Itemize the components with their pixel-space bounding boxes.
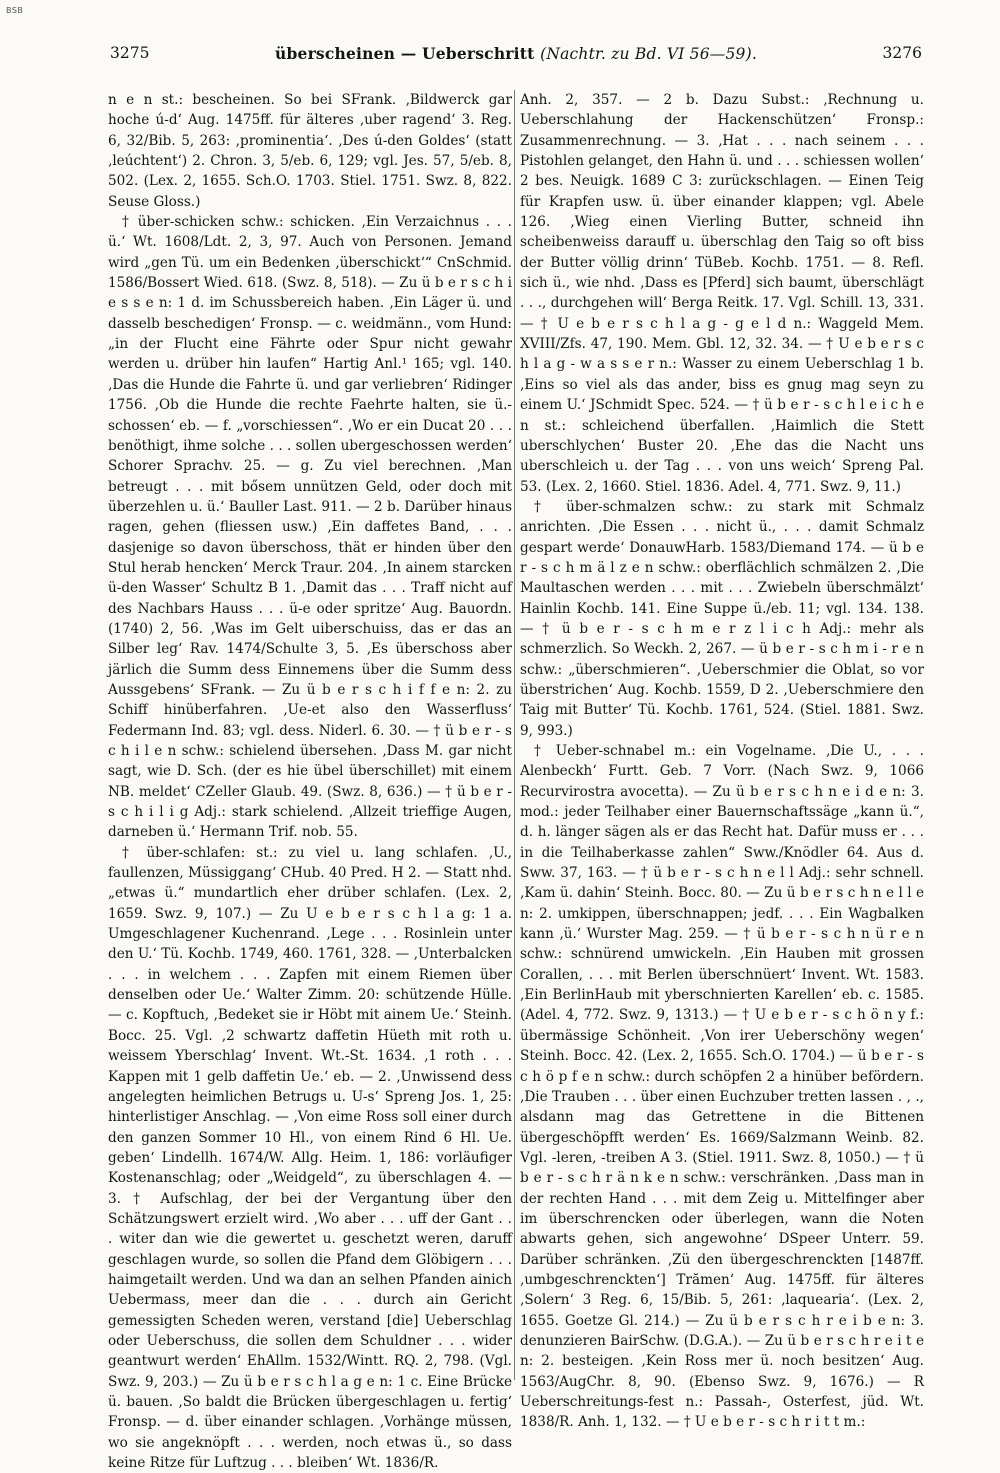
running-title-main: überscheinen — Ueberschritt [275,44,535,63]
left-column [108,90,512,1472]
page-number-left: 3275 [110,44,150,62]
entry-text: n e n st.: bescheinen. So bei SFrank. ‚Bildwerck gar hoche ú-d‘ Aug. 1475ff. für älteres ‚uber ragend‘ 3. Reg. 6, 32/Bib. 5, 263: ‚prominentia‘. ‚Des ú-den Goldes‘ (statt ‚leúchtent‘) 2. Chron. 3, 5/eb. 6, 129; vgl. Jes. 57, 5/eb. 8, 502. (Lex. 2, 1655. Sch.O. 1703. Stiel. 1751. Swz. 8, 822. Seuse Gloss.) [108,92,512,210]
library-stamp: BSB [6,6,24,15]
entry-text: † über-schicken schw.: schicken. ‚Ein Verzaichnus . . . ü.‘ Wt. 1608/Ldt. 2, 3, 97. Auch von Personen. Jemand wird „gen Tü. um ein Bedenken ‚überschickt‘“ CnSchmid. 1586/Bossert Wied. 618. (Swz. 8, 518). — Zu ü b e r s c h i e s s e n: 1 d. im Schussbereich haben. ‚Ein Läger ü. und dasselb beschedigen‘ Fronsp. — c. weidmänn., vom Hund: „in der Flucht eine Fährte oder Spur nicht gewahr werden u. drüber hin laufen“ Hartig Anl.¹ 165; vgl. 140. ‚Das die Hunde die Fahrte ü. und gar verliebren‘ Ridinger 1756. ‚Ob die Hunde die rechte Faehrte halten, sie ü.-schossen‘ eb. — f. „vorschiessen“. ‚Wo er ein Ducat 20 . . . benöthigt, ihme solche . . . sollen ubergeschossen werden‘ Schorer Sprachv. 25. — g. Zu viel berechnen. ‚Man betreugt . . . mit bősem unnützen Geld, oder doch mit überzehlen u. ü.‘ Bauller Last. 911. — 2 b. Darüber hinaus ragen, gehen (fliessen usw.) ‚Ein daffetes Band, . . . dasjenige so davon überschoss, thät er hinden über den Stul herab hencken‘ Merck Traur. 204. ‚In ainem starcken ü-den Wasser‘ Schultz B 1. ‚Damit das . . . Traff nicht auf des Nachbars Hauss . . . ü-e oder spritze‘ Aug. Bauordn. (1740) 2, 56. ‚Was im Gelt uiberschuiss, das er das an Silber leg‘ Rav. 1474/Schulte 3, 5. ‚Es überschoss aber järlich die Summ dess Einnemens über die Summ dess Aussgebens‘ SFrank. — Zu ü b e r s c h i f f e n: 2. zu Schiff hinüberfahren. ‚Ue-et also den Wasserfluss‘ Federmann Ind. 83; vgl. dess. Niderl. 6. 30. — † ü b e r - s c h i l e n schw.: schielend übersehen. ‚Dass M. gar nicht sagt, wie D. Sch. (der es hie übel überschillet) mit einem NB. meldet‘ CZeller Glaub. 49. (Swz. 8, 636.) — † ü b e r - s c h i l i g Adj.: stark schielend. ‚Allzeit trieffige Augen, darneben ü.‘ Hermann Trif. nob. 55. [108,214,512,841]
column-divider [514,90,515,1380]
entry-text: † Ueber-schnabel m.: ein Vogelname. ‚Die U., . . . Alenbeckh‘ Furtt. Geb. 7 Vorr. (Nach Swz. 9, 1066 Recurvirostra avocetta). — Zu ü b e r s c h n e i d e n: 3. mod.: jeder Teilhaber einer Bauernschaftssäge „kann ü.“, d. h. länger sägen als er das Recht hat. Dafür muss er . . . in die Teilhaberkasse zahlen“ Sww./Knödler 64. Aus d. Sww. 37, 163. — † ü b e r - s c h n e l l Adj.: sehr schnell. ‚Kam ü. dahin‘ Steinh. Bocc. 80. — Zu ü b e r s c h n e l l e n: 2. umkippen, überschnappen; jedf. . . . Ein Wagbalken kann ‚ü.‘ Wurster Mag. 259. — † ü b e r - s c h n ü r e n schw.: schnürend umwickeln. ‚Ein Hauben mit grossen Corallen, . . . mit Berlen überschnüert‘ Invent. Wt. 1583. ‚Ein BerlinHaub mit yberschnierten Karellen‘ eb. c. 1585. (Adel. 4, 772. Swz. 9, 1313.) — † U e b e r - s c h ö n y f.: übermässige Schönheit. ‚Von irer Ueberschöny wegen‘ Steinh. Bocc. 42. (Lex. 2, 1655. Sch.O. 1704.) — ü b e r - s c h ö p f e n schw.: durch schöpfen 2 a hinüber befördern. ‚Die Trauben . . . über einen Euchzuber tretten lassen . , ., alsdann mag das Getrettene in die Bittenen übergeschöpfft werden‘ Es. 1669/Salzmann Weinb. 82. Vgl. -leren, -treiben A 3. (Stiel. 1911. Swz. 8, 1050.) — † ü b e r - s c h r ä n k e n schw.: verschränken. ‚Dass man in der rechten Hand . . . mit dem Zeig u. Mittelfinger aber im überschrencken oder überlegen, wann die Noten abwarts gehen, sich angewohne‘ DSpeer Unterr. 59. Darüber schränken. ‚Zü den übergeschrenckten [1487ff. ‚umbgeschrenckten‘] Trămen‘ Aug. 1475ff. für älteres ‚Solern‘ 3 Reg. 6, 15/Bib. 5, 261: ‚laquearia‘. (Lex. 2, 1655. Goetze Gl. 214.) — Zu ü b e r s c h r e i b e n: 3. denunzieren BairSchw. (D.G.A.). — Zu ü b e r s c h r e i t e n: 2. besteigen. ‚Kein Ross mer ü. noch besitzen‘ Aug. 1563/AugChr. 8, 90. (Ebenso Swz. 9, 1676.) — R Ueberschreitungs-fest n.: Passah-, Osterfest, jüd. Wt. 1838/R. Anh. 1, 132. — † U e b e r - s c h r i t t m.: [520,743,924,1431]
entry-text: † über-schmalzen schw.: zu stark mit Schmalz anrichten. ‚Die Essen . . . nicht ü., . . . damit Schmalz gespart werde‘ DonauwHarb. 1583/Diemand 174. — ü b e r - s c h m ä l z e n schw.: oberflächlich schmälzen 2. ‚Die Maultaschen werden . . . mit . . . Zwiebeln überschmälzt‘ Hainlin Kochb. 141. Eine Suppe ü./eb. 11; vgl. 134. 138. — † ü b e r - s c h m e r z l i c h Adj.: mehr als schmerzlich. So Weckh. 2, 267. — ü b e r - s c h m i - r e n schw.: „überschmieren“. ‚Ueberschmier die Oblat, so vor überstrichen‘ Aug. Kochb. 1559, D 2. ‚Ueberschmiere den Taig mit Butter‘ Tü. Kochb. 1761, 524. (Stiel. 1881. Swz. 9, 993.) [520,498,924,739]
entry-text: Anh. 2, 357. — 2 b. Dazu Subst.: ‚Rechnung u. Ueberschlahung der Hackenschützen‘ Fronsp.: Zusammenrechnung. — 3. ‚Hat . . . nach seinem . . . Pistohlen gelanget, den Hahn ü. und . . . schiessen wollen‘ 2 bes. Neuigk. 1689 C 3: zurückschlagen. — Einen Teig für Krapfen usw. ü. über einander klappen; vgl. Abele 126. ‚Wieg einen Vierling Butter, schneid ihn scheibenweiss darauff u. überschlag den Taig so oft biss der Butter völlig drinn‘ TüBeb. Kochb. 1751. — 8. Refl. sich ü., wie nhd. ‚Dass es [Pferd] sich baumt, überschlägt . . ., durchgehen will‘ Berga Reitk. 17. Vgl. Schill. 13, 331. — † U e b e r s c h l a g - g e l d n.: Waggeld Mem. XVIII/Zfs. 47, 190. Mem. Gbl. 12, 32. 34. — † U e b e r s c h l a g - w a s s e r n.: Wasser zu einem Ueberschlag 1 b. ‚Eins so viel als das ander, biss es gnug mag seyn zu einem U.‘ JSchmidt Spec. 524. — † ü b e r - s c h l e i c h e n st.: schleichend überfallen. ‚Haimlich die Stett uberschlychen‘ Buster 20. ‚Ehe das die Nacht uns uberschleich u. der Tag . . . von uns weich‘ Spreng Pal. 53. (Lex. 2, 1660. Stiel. 1836. Adel. 4, 771. Swz. 9, 11.) [520,92,924,495]
entry-text: † über-schlafen: st.: zu viel u. lang schlafen. ‚U., faullenzen, Müssiggang‘ CHub. 40 Pred. H 2. — Statt nhd. „etwas ü.“ mundartlich eher drüber schlafen. (Lex. 2, 1659. Swz. 9, 107.) — Zu U e b e r s c h l a g: 1 a. Umgeschlagener Kuchenrand. ‚Lege . . . Rosinlein unter den U.‘ Tü. Kochb. 1749, 460. 1761, 328. — ‚Unterbalcken . . . in welchem . . . Zapfen mit einem Riemen über denselben oder Ue.‘ Walter Zimm. 20: schützende Hülle. — c. Kopftuch, ‚Bedeket sie ir Höbt mit ainem Ue.‘ Steinh. Bocc. 25. Vgl. ‚2 schwartz daffetin Hüeth mit roth u. weissem Yberschlag‘ Invent. Wt.-St. 1634. ‚1 roth . . . Kappen mit 1 gelb daffetin Ue.‘ eb. — 2. ‚Unwissend dess angelegten heimlichen Betrugs u. U-s‘ Spreng Jos. 1, 25: hinterlistiger Anschlag. — ‚Von eime Ross soll einer durch den ganzen Sommer 10 Hl., von einem Rind 6 Hl. Ue. geben‘ Lindellh. 1674/W. Allg. Heim. 1, 186: vorläufiger Kostenanschlag; oder „Weidgeld“, zu überschlagen 4. — 3. † Aufschlag, der bei der Vergantung über den Schätzungswert erzielt wird. ‚Wo aber . . . uff der Gant . . . witer dan wie die gewertet u. geschetzt weren, daruff geschlagen wurde, so sollen die Pfand dem Glöbigern . . . haimgetailt werden. Und wa dan an selhen Pfanden ainich Uebermass, meer dan die . . . durch ain Gericht gemessigten Scheden weren, verstand [die] Ueberschlag oder Ueberschuss, die sollen dem Schuldner . . . wider geantwurt werden‘ EhAllm. 1532/Wintt. RQ. 2, 798. (Vgl. Swz. 9, 203.) — Zu ü b e r s c h l a g e n: 1 c. Eine Brücke ü. bauen. ‚So baldt die Brücken übergeschlagen u. fertig‘ Fronsp. — d. über einander schlagen. ‚Vorhänge müssen, wo sie angeknöpft . . . werden, noch etwas ü., so dass keine Ritze für Luftzug . . . bleiben‘ Wt. 1836/R. [108,844,512,1472]
page-number-right: 3276 [882,44,922,62]
running-title-sub: (Nachtr. zu Bd. VI 56—59). [540,45,757,63]
running-header [110,44,922,70]
running-title [110,44,922,63]
right-column [520,90,924,1431]
